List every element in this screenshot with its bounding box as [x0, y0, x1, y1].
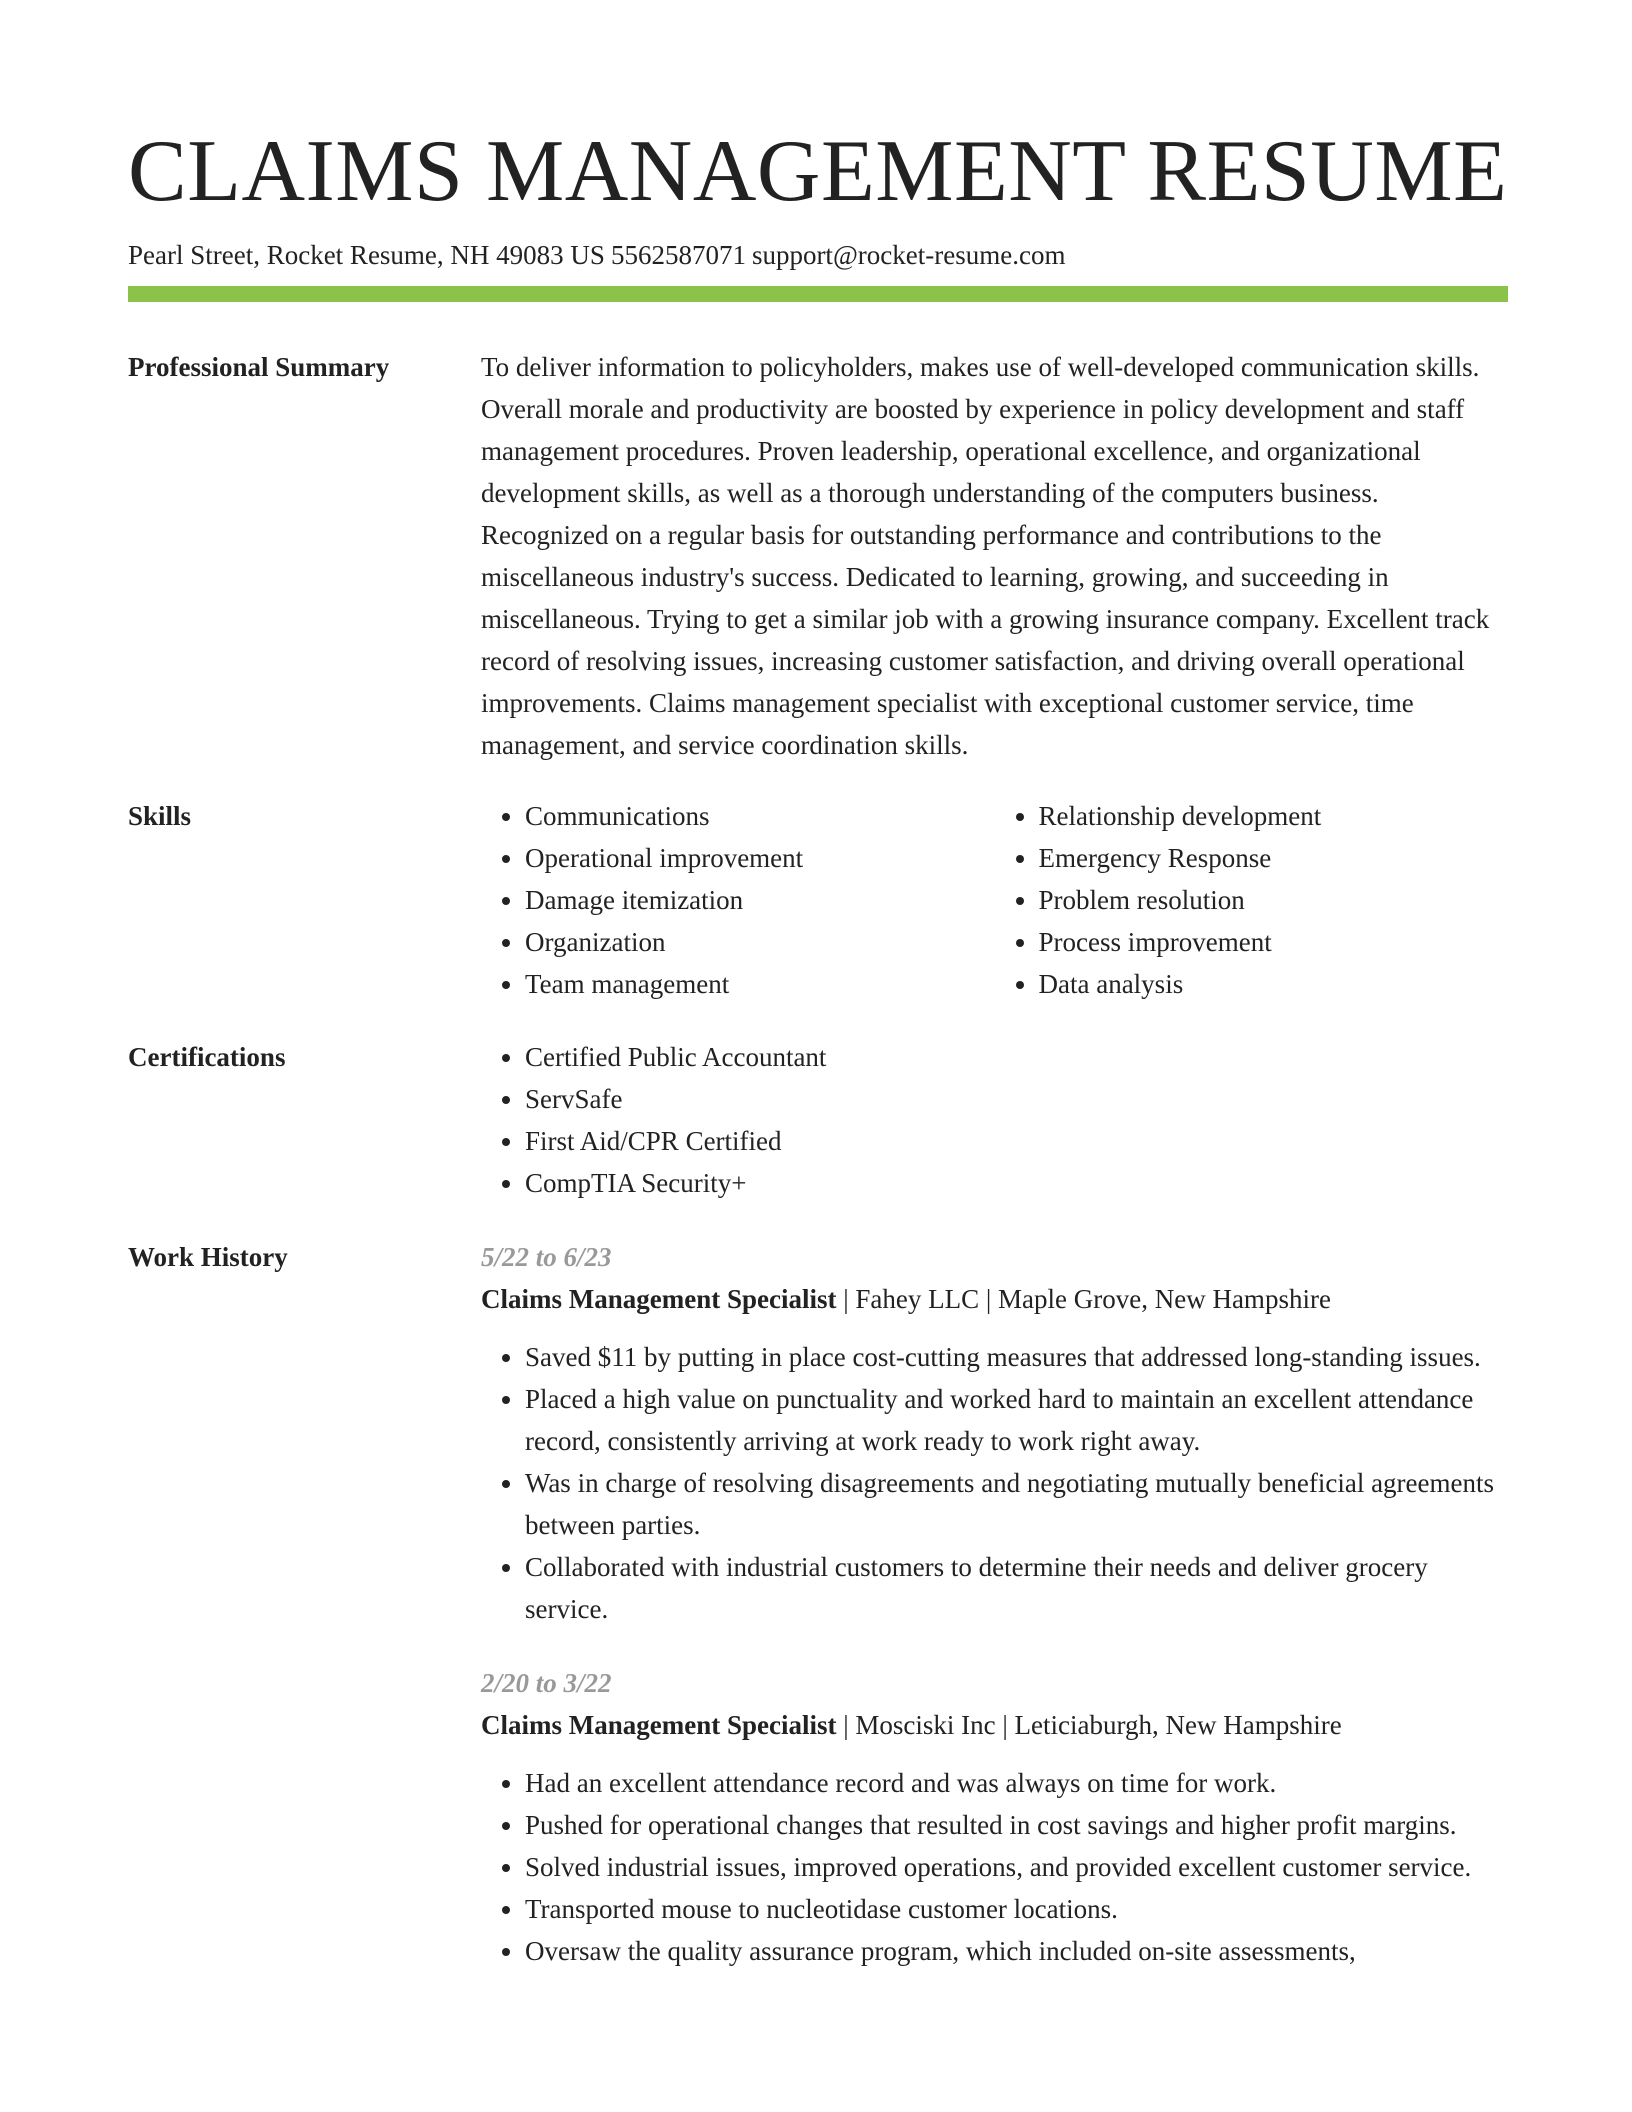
skill-item: • Relationship development: [1039, 795, 1509, 837]
job-heading: [481, 1278, 1508, 1320]
summary-label: Professional Summary: [128, 352, 390, 382]
skill-item: • Process improvement: [1039, 921, 1509, 963]
contact-address: Pearl Street, Rocket Resume, NH 49083 US: [128, 240, 605, 270]
job-bullet: • Pushed for operational changes that resulted in cost savings and higher profit margins.: [525, 1804, 1508, 1846]
job-bullet: • Placed a high value on punctuality and worked hard to maintain an excellent attendance record, consistently arriving at work ready to work right away.: [525, 1378, 1508, 1462]
job-details: | Mosciski Inc | Leticiaburgh, New Hampshire: [836, 1710, 1342, 1740]
job-dates: 2/20 to 3/22: [481, 1668, 612, 1698]
skill-item: • Organization: [525, 921, 995, 963]
job-title: Claims Management Specialist: [481, 1284, 837, 1314]
job-bullets: [481, 1762, 1508, 1972]
job-entry: [481, 1236, 1508, 1630]
job-bullet: • Was in charge of resolving disagreements and negotiating mutually beneficial agreements between parties.: [525, 1462, 1508, 1546]
work-history-label: Work History: [128, 1242, 288, 1272]
contact-phone: 5562587071: [610, 240, 746, 270]
certifications-list: [481, 1036, 1508, 1204]
skill-item: • Operational improvement: [525, 837, 995, 879]
job-bullet: • Transported mouse to nucleotidase customer locations.: [525, 1888, 1508, 1930]
certification-item: • Certified Public Accountant: [525, 1036, 1508, 1078]
certification-item: • CompTIA Security+: [525, 1162, 1508, 1204]
job-title: Claims Management Specialist: [481, 1710, 837, 1740]
skill-item: • Emergency Response: [1039, 837, 1509, 879]
job-bullet: • Oversaw the quality assurance program, which included on-site assessments,: [525, 1930, 1508, 1972]
job-bullet: • Saved $11 by putting in place cost-cutting measures that addressed long-standing issues.: [525, 1336, 1508, 1378]
certifications-body: [481, 1036, 1508, 1204]
job-dates: 5/22 to 6/23: [481, 1242, 612, 1272]
work-history-body: [481, 1236, 1508, 1972]
job-bullet: • Solved industrial issues, improved operations, and provided excellent customer service.: [525, 1846, 1508, 1888]
job-entry: [481, 1662, 1508, 1972]
summary-text: To deliver information to policyholders, makes use of well-developed communication skills. Overall morale and productivity are boosted by experience in policy development and staff management procedures. Proven leadership, operational excellence, and organizational development skills, as well as a thorough understanding of the computers business. Recognized on a regular basis for outstanding performance and contributions to the miscellaneous industry's success. Dedicated to learning, growing, and succeeding in miscellaneous. Trying to get a similar job with a growing insurance company. Excellent track record of resolving issues, increasing customer satisfaction, and driving overall operational improvements. Claims management specialist with exceptional customer service, time management, and service coordination skills.: [481, 352, 1490, 760]
job-bullets: [481, 1336, 1508, 1630]
job-details: | Fahey LLC | Maple Grove, New Hampshire: [836, 1284, 1331, 1314]
contact-line: [128, 238, 1508, 272]
certifications-label: Certifications: [128, 1042, 286, 1072]
certification-item: • First Aid/CPR Certified: [525, 1120, 1508, 1162]
page-title: CLAIMS MANAGEMENT RESUME: [128, 123, 1508, 220]
certification-item: • ServSafe: [525, 1078, 1508, 1120]
header-divider: [128, 286, 1508, 302]
job-bullet: • Collaborated with industrial customers to determine their needs and deliver grocery service.: [525, 1546, 1508, 1630]
job-bullet: • Had an excellent attendance record and was always on time for work.: [525, 1762, 1508, 1804]
skills-list-right: [995, 795, 1509, 1005]
job-heading: [481, 1704, 1508, 1746]
skills-label: Skills: [128, 801, 192, 831]
skill-item: • Data analysis: [1039, 963, 1509, 1005]
skills-list-left: [481, 795, 995, 1005]
skills-body: [481, 795, 1508, 1005]
skill-item: • Team management: [525, 963, 995, 1005]
skill-item: • Communications: [525, 795, 995, 837]
summary-body: [481, 346, 1508, 766]
skill-item: • Problem resolution: [1039, 879, 1509, 921]
skill-item: • Damage itemization: [525, 879, 995, 921]
contact-email: support@rocket-resume.com: [751, 240, 1066, 270]
resume-header: [128, 122, 1508, 272]
